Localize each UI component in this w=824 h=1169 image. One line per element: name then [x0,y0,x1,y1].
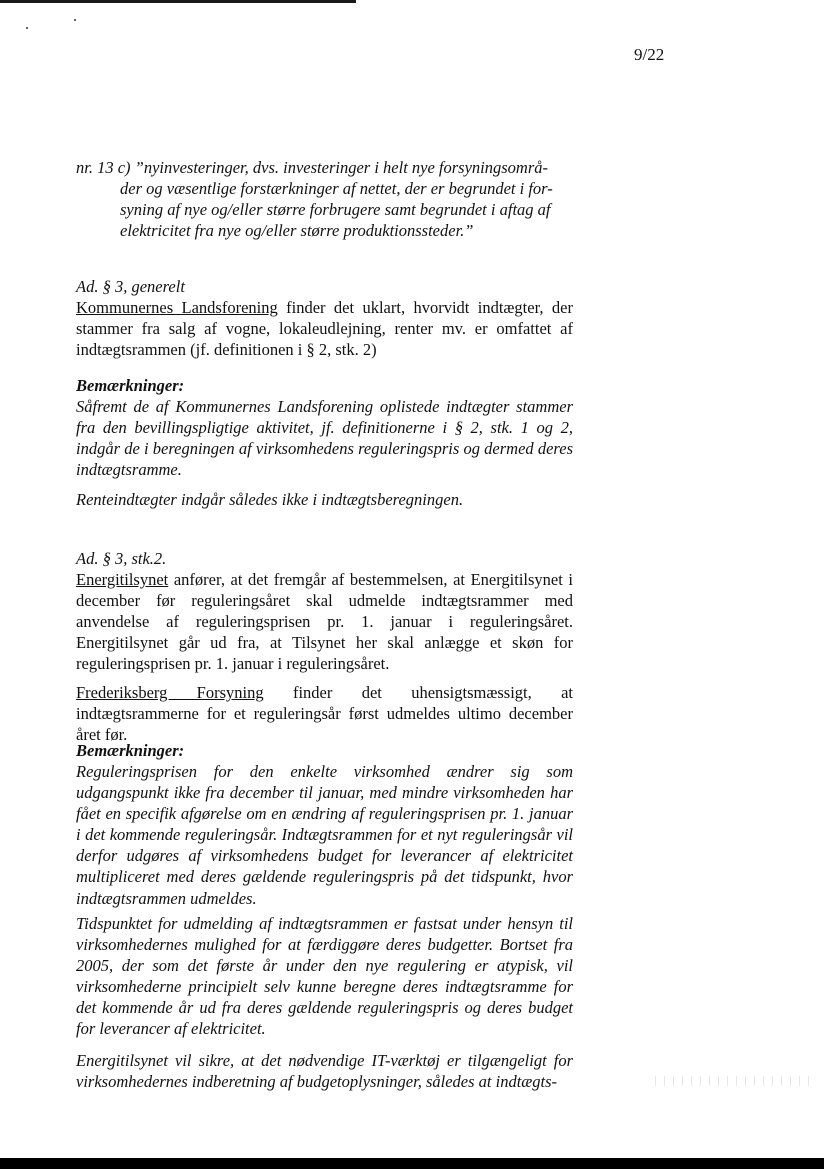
quoted-definition [76,157,576,241]
remarks-paragraph: Reguleringsprisen for den enkelte virksomhed ændrer sig som udgangspunkt ikke fra december til januar, med mindre virksomheden har fået en specifik afgørelse om en ændring af reguleringsprisen pr. 1. januar i det kommende reguleringsår. Indtægtsrammen for et nyt reguleringsår vil derfor udgøres af virksomhedens budget for leverancer af elektricitet multipliceret med deres gældende reguleringspris på det tidspunkt, hvor indtægtsrammen udmeldes. [76,762,573,908]
remarks-heading: Bemærkninger: [76,376,185,395]
section-heading: Ad. § 3, stk.2. [76,549,167,568]
page-number: 9/22 [634,45,665,64]
paragraph [76,569,573,674]
organization-name: Frederiksberg Forsyning [76,683,264,702]
paragraph [76,682,573,745]
remarks-paragraph: Renteindtægter indgår således ikke i indtægtsberegningen. [76,490,464,509]
paragraph [76,297,573,360]
scan-edge-bottom [0,1158,824,1169]
scan-speck [26,27,28,29]
scan-noise [655,1076,815,1086]
quote-line: syning af nye og/eller større forbrugere samt begrundet i aftag af [120,200,551,220]
quote-line: elektricitet fra nye og/eller større produktionssteder.” [120,221,474,241]
remarks-heading: Bemærkninger: [76,741,185,760]
paragraph-text: finder det uhensigtsmæssigt, at indtægtsrammerne for et reguleringsår først udmeldes ultimo december året før. [76,683,573,745]
organization-name: Kommunernes Landsforening [76,298,278,317]
organization-name: Energitilsynet [76,570,169,589]
paragraph-text: finder det uklart, hvorvidt indtægter, der stammer fra salg af vogne, lokaleudlejning, renter mv. er omfattet af indtægtsrammen (jf. definitionen i § 2, stk. 2) [76,298,573,360]
section-heading: Ad. § 3, generelt [76,277,185,296]
quote-line: nr. 13 c) ”nyinvesteringer, dvs. investeringer i helt nye forsyningsområ- [76,158,549,177]
remarks-paragraph: Tidspunktet for udmelding af indtægtsrammen er fastsat under hensyn til virksomhedernes mulighed for at færdiggøre deres budgetter. Bortset fra 2005, der som det første år under den nye regulering er atypisk, vil virksomhederne principielt selv kunne beregne deres indtægtsramme for det kommende år ud fra deres gældende reguleringspris og deres budget for leverancer af elektricitet. [76,914,573,1039]
quote-line: der og væsentlige forstærkninger af nettet, der er begrundet i for- [120,179,553,199]
remarks-paragraph: Energitilsynet vil sikre, at det nødvendige IT-værktøj er tilgængeligt for virksomhedernes indberetning af budgetoplysninger, således at indtægts- [76,1051,573,1092]
remarks-paragraph: Såfremt de af Kommunernes Landsforening oplistede indtægter stammer fra den bevillingspligtige aktivitet, jf. definitionerne i § 2, stk. 1 og 2, indgår de i beregningen af virksomhedens reguleringspris og dermed deres indtægtsramme. [76,397,573,480]
scan-speck [74,19,76,21]
scan-edge-top [0,0,356,3]
paragraph-text: anfører, at det fremgår af bestemmelsen, at Energitilsynet i december før reguleringsåret skal udmelde indtægtsrammer med anvendelse af reguleringsprisen pr. 1. januar i reguleringsåret. Energitilsynet går ud fra, at Tilsynet her skal anlægge et skøn for reguleringsprisen pr. 1. januar i reguleringsåret. [76,570,573,674]
